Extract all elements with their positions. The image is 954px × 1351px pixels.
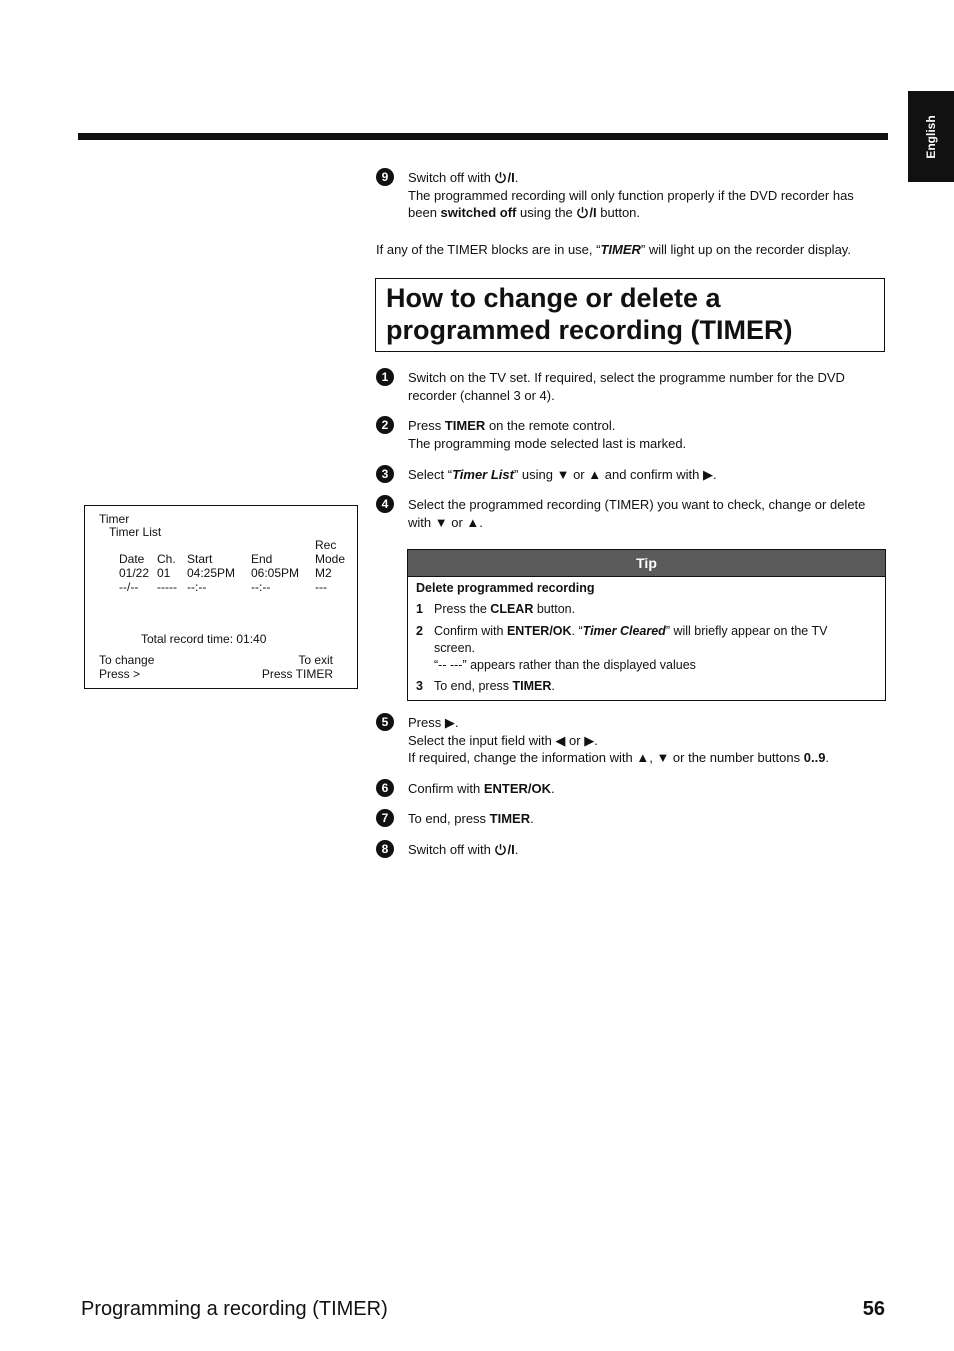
step-4-text: Select the programmed recording (TIMER) you want to check, change or delete with ▼ or ▲. [408, 497, 866, 530]
step-9-text: Switch off with /I. The programmed recording will only function properly if the DVD recorder has been switched off using the /I button. [408, 169, 884, 222]
timer-note [376, 241, 886, 259]
tip-item-2-line2: screen. [434, 641, 475, 655]
tip-item-1-num: 1 [416, 602, 423, 616]
step-9-line3-suffix: button. [600, 205, 641, 220]
tip-title: Tip [408, 550, 885, 577]
step-6-prefix: Confirm with [408, 781, 481, 796]
step-number-3: 3 [376, 465, 394, 483]
row1-mode: M2 [315, 566, 332, 580]
tip-item-1-suffix: button. [536, 602, 576, 616]
step-6-key: ENTER/OK [483, 781, 552, 796]
col-header-end: End [251, 552, 273, 566]
step-number-5: 5 [376, 713, 394, 731]
tip-item-3-prefix: To end, press [434, 679, 510, 693]
screen-hint-press-timer: Press TIMER [261, 667, 333, 681]
tip-item-1 [434, 601, 575, 618]
tip-item-3 [434, 678, 555, 695]
timer-note-prefix: If any of the TIMER blocks are in use, “ [376, 242, 601, 257]
tip-item-2-num: 2 [416, 624, 423, 638]
tip-item-1-key: CLEAR [490, 602, 534, 616]
step-9-key: /I [507, 170, 515, 185]
row2-start: --:-- [187, 580, 207, 594]
tip-item-3-key: TIMER [512, 679, 552, 693]
step-3-bold: Timer List [452, 467, 514, 482]
row1-end: 06:05PM [251, 566, 300, 580]
tip-item-2-message: Timer Cleared [582, 624, 666, 638]
timer-note-suffix: ” will light up on the recorder display. [640, 242, 851, 257]
heading-line-2: programmed recording (TIMER) [386, 315, 793, 345]
step-5-line2: Select the input field with ◀ or ▶. [408, 732, 598, 748]
row2-mode: --- [315, 580, 327, 594]
tip-item-1-prefix: Press the [434, 602, 487, 616]
step-8-text [408, 841, 884, 859]
step-7-prefix: To end, press [408, 811, 487, 826]
row2-date: --/-- [119, 580, 139, 594]
screen-total-time: Total record time: 01:40 [141, 632, 267, 646]
step-2-suffix: on the remote control. [488, 418, 616, 433]
tip-item-3-num: 3 [416, 679, 423, 693]
language-label: English [924, 114, 938, 159]
step-5-number-keys: 0..9 [803, 750, 826, 765]
top-rule [78, 133, 888, 140]
section-heading [386, 282, 793, 346]
tip-item-2-prefix: Confirm with [434, 624, 504, 638]
row1-ch: 01 [157, 566, 171, 580]
step-number-7: 7 [376, 809, 394, 827]
tv-screen-timer-list [84, 505, 358, 689]
step-number-8: 8 [376, 840, 394, 858]
step-2-line2: The programming mode selected last is marked. [408, 435, 687, 451]
row1-start: 04:25PM [187, 566, 236, 580]
step-9-line3-key: /I [589, 205, 597, 220]
step-9-switched-off: switched off [440, 205, 517, 220]
language-tab [908, 91, 954, 182]
section-heading-box [375, 278, 885, 352]
step-5-line3-prefix: If required, change the information with ▲, ▼ or the number buttons [408, 750, 801, 765]
step-2-text [408, 417, 884, 452]
step-number-1: 1 [376, 368, 394, 386]
step-9-line3-prefix: been [408, 205, 437, 220]
step-5-line1: Press ▶. [408, 715, 459, 730]
power-icon [494, 843, 507, 856]
step-5-line3-suffix: . [825, 750, 830, 765]
step-8-suffix: . [514, 842, 519, 857]
step-number-4: 4 [376, 495, 394, 513]
tip-subtitle: Delete programmed recording [416, 581, 595, 595]
heading-line-1: How to change or delete a [386, 283, 721, 313]
step-number-2: 2 [376, 416, 394, 434]
step-8-key: /I [507, 842, 515, 857]
screen-hint-change: To change [99, 653, 155, 667]
footer-section-title: Programming a recording (TIMER) [81, 1298, 388, 1320]
tip-item-3-suffix: . [551, 679, 555, 693]
row2-end: --:-- [251, 580, 271, 594]
step-6-text [408, 780, 884, 798]
screen-subtitle: Timer List [109, 525, 162, 539]
step-3-prefix: Select “ [408, 467, 453, 482]
step-1-text: Switch on the TV set. If required, select the programme number for the DVD recorder (channel 3 or 4). [408, 370, 845, 403]
screen-title: Timer [99, 512, 130, 526]
step-9-line2: The programmed recording will only function properly if the DVD recorder has [408, 187, 854, 203]
row1-date: 01/22 [119, 566, 150, 580]
col-header-start: Start [187, 552, 213, 566]
col-header-rec: Rec [315, 538, 337, 552]
step-8-prefix: Switch off with [408, 842, 491, 857]
step-2-prefix: Press [408, 418, 442, 433]
step-3-text [408, 466, 884, 484]
step-7-text [408, 810, 884, 828]
step-3-suffix: ” using ▼ or ▲ and confirm with ▶. [513, 467, 717, 482]
tip-item-2-suffix: ” will briefly appear on the TV [665, 624, 828, 638]
step-9-line3-mid: using the [520, 205, 573, 220]
tip-item-2 [434, 623, 874, 674]
page-number: 56 [862, 1298, 885, 1320]
screen-hint-exit: To exit [298, 653, 333, 667]
tip-box [407, 549, 886, 701]
tip-item-2-key: ENTER/OK [506, 624, 572, 638]
step-7-suffix: . [530, 811, 534, 826]
col-header-ch: Ch. [157, 552, 176, 566]
tip-item-2-mid: . “ [571, 624, 583, 638]
step-9-prefix: Switch off with [408, 170, 491, 185]
power-icon [494, 171, 507, 184]
step-number-6: 6 [376, 779, 394, 797]
power-icon [576, 206, 589, 219]
row2-ch: ----- [157, 580, 177, 594]
tip-item-2-line3: “-- ---” appears rather than the displayed values [434, 658, 696, 672]
col-header-mode: Mode [315, 552, 346, 566]
step-2-key: TIMER [444, 418, 486, 433]
col-header-date: Date [119, 552, 145, 566]
step-6-suffix: . [551, 781, 555, 796]
step-5-text [408, 714, 884, 767]
timer-note-bold: TIMER [600, 242, 641, 257]
step-7-key: TIMER [489, 811, 531, 826]
screen-hint-press: Press > [99, 667, 141, 681]
step-number-9: 9 [376, 168, 394, 186]
